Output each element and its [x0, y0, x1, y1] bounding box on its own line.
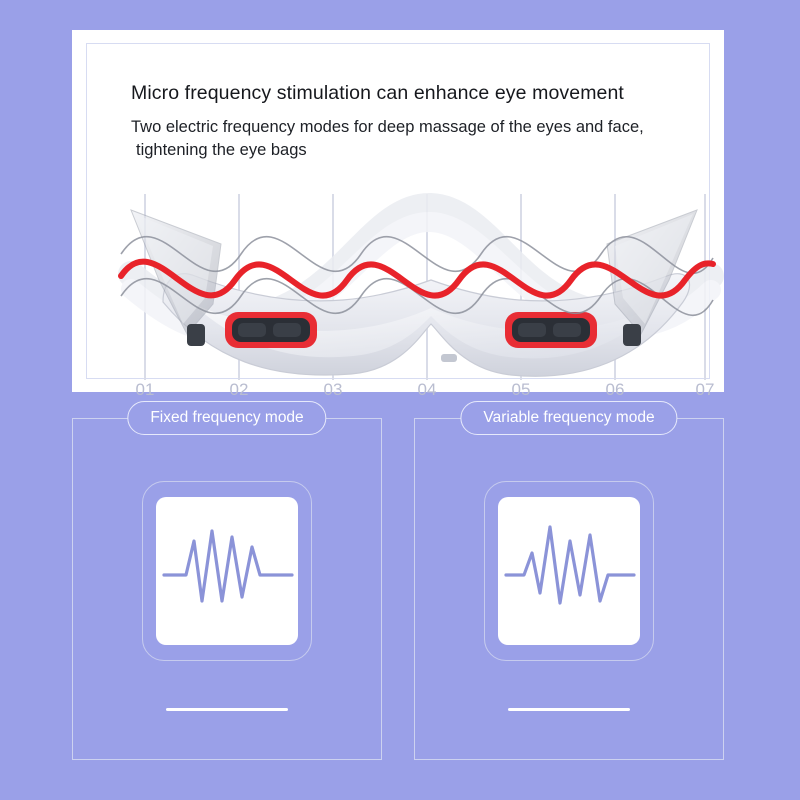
- axis-label-01: 01: [135, 380, 155, 399]
- left-massage-pad: [225, 312, 317, 348]
- fixed-frequency-title: Fixed frequency mode: [127, 401, 326, 435]
- info-panel-border: [86, 43, 715, 399]
- variable-frequency-card: [414, 409, 724, 760]
- device-illustration: [101, 184, 725, 384]
- page-subtitle-line2: tightening the eye bags: [136, 141, 307, 159]
- fixed-frequency-card: [72, 409, 382, 760]
- page-subtitle: [131, 116, 711, 162]
- info-panel: [72, 30, 724, 399]
- fixed-frequency-wave-screen: [156, 497, 298, 645]
- right-massage-pad: [505, 312, 597, 348]
- axis-label-02: 02: [229, 380, 249, 399]
- variable-frequency-title: Variable frequency mode: [460, 401, 677, 435]
- page-title: Micro frequency stimulation can enhance eye movement: [131, 82, 624, 104]
- fixed-waveform-icon: [156, 497, 300, 647]
- illustration-svg: [101, 184, 725, 384]
- fixed-frequency-divider: [166, 708, 288, 711]
- variable-frequency-wave-screen: [498, 497, 640, 645]
- device-button: [441, 354, 457, 362]
- variable-frequency-wave-box: [484, 481, 654, 661]
- fixed-frequency-wave-box: [142, 481, 312, 661]
- variable-waveform-icon: [498, 497, 642, 647]
- axis-label-06: 06: [605, 380, 625, 399]
- axis-label-05: 05: [511, 380, 531, 399]
- axis-label-04: 04: [417, 380, 437, 399]
- axis-label-07: 07: [695, 380, 715, 399]
- axis-label-03: 03: [323, 380, 343, 399]
- page-subtitle-line1: Two electric frequency modes for deep massage of the eyes and face,: [131, 118, 644, 136]
- variable-frequency-divider: [508, 708, 630, 711]
